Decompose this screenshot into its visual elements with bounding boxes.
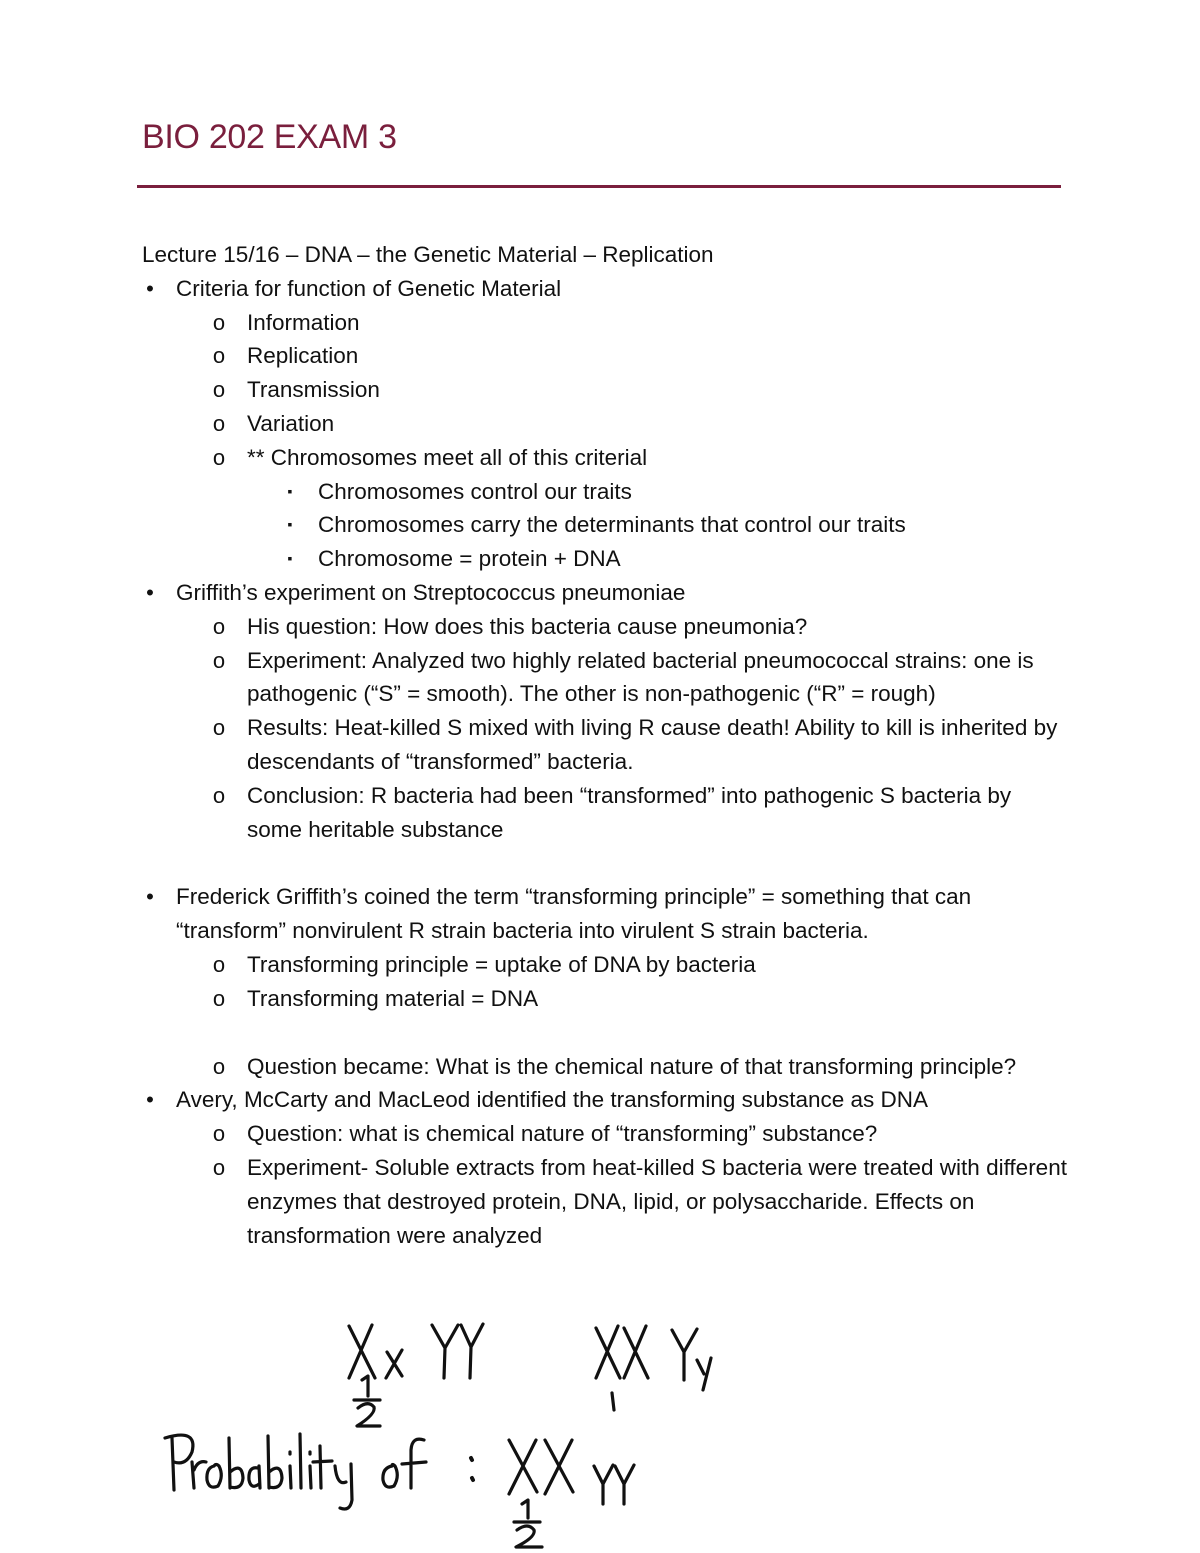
bullet-marker: •: [146, 579, 154, 605]
sub-item-text: Variation: [247, 410, 335, 436]
handwritten-genotype-3: [509, 1440, 634, 1504]
circle-marker: o: [212, 1053, 226, 1079]
bullet-text: Frederick Griffith’s coined the term “transforming principle” = something that can “transform” nonvirulent R strain bacteria into virulent S strain bacteria.: [176, 884, 972, 944]
circle-marker: o: [212, 1154, 226, 1180]
sub-item-text: Transforming material = DNA: [247, 985, 539, 1011]
circle-marker: o: [212, 782, 226, 808]
sub-sub-item-text: Chromosomes carry the determinants that control our traits: [318, 512, 906, 538]
handwritten-fraction-1: [354, 1376, 380, 1426]
square-marker: ▪: [287, 516, 293, 533]
square-marker: ▪: [287, 482, 293, 499]
handwritten-fraction-3: [514, 1500, 542, 1547]
bullet-text: Avery, McCarty and MacLeod identified the transforming substance as DNA: [176, 1087, 929, 1113]
sub-item-text: Transmission: [247, 377, 380, 403]
bullet-marker: •: [146, 275, 154, 301]
sub-item-text: Transforming principle = uptake of DNA by bacteria: [247, 951, 756, 977]
bullet-text: Griffith’s experiment on Streptococcus pneumoniae: [176, 579, 686, 605]
sub-item-text: Question: what is chemical nature of “transforming” substance?: [247, 1121, 878, 1147]
sub-sub-item-text: Chromosomes control our traits: [318, 478, 632, 504]
sub-item-text: His question: How does this bacteria cause pneumonia?: [247, 613, 808, 639]
bullet-text: Criteria for function of Genetic Material: [176, 275, 562, 301]
circle-marker: o: [212, 444, 226, 470]
circle-marker: o: [212, 613, 226, 639]
bullet-marker: •: [146, 884, 154, 910]
sub-item-text: ** Chromosomes meet all of this criterial: [247, 444, 648, 470]
handwritten-genotype-1: [349, 1324, 483, 1378]
circle-marker: o: [212, 951, 226, 977]
document-title: BIO 202 EXAM 3: [142, 118, 397, 156]
circle-marker: o: [212, 410, 226, 436]
sub-item-text: Experiment: Analyzed two highly related bacterial pneumococcal strains: one is pathogenic (“S” = smooth). The other is non-pathogenic (“R” = rough): [247, 647, 1034, 707]
circle-marker: o: [212, 309, 226, 335]
sub-item-text: Results: Heat-killed S mixed with living R cause death! Ability to kill is inherited by descendants of “transformed” bacteria.: [247, 715, 1058, 774]
sub-item-text: Information: [247, 309, 360, 335]
sub-item-text: Question became: What is the chemical nature of that transforming principle?: [247, 1053, 1017, 1079]
circle-marker: o: [212, 647, 226, 673]
sub-item-text: Conclusion: R bacteria had been “transformed” into pathogenic S bacteria by some heritable substance: [247, 782, 1012, 842]
sub-item-text: Replication: [247, 343, 359, 369]
square-marker: ▪: [287, 550, 293, 567]
circle-marker: o: [212, 1121, 226, 1147]
circle-marker: o: [212, 377, 226, 403]
sub-sub-item-text: Chromosome = protein + DNA: [318, 546, 621, 572]
handwritten-genotype-2: [596, 1326, 711, 1390]
sub-item-text: Experiment- Soluble extracts from heat-killed S bacteria were treated with different enzymes that destroyed protein, DNA, lipid, or polysaccharide. Effects on transformation were analyzed: [247, 1154, 1067, 1248]
lecture-heading: Lecture 15/16 – DNA – the Genetic Material – Replication: [142, 242, 714, 267]
circle-marker: o: [212, 343, 226, 369]
handwritten-fraction-2: [612, 1393, 614, 1410]
handwritten-probability-label: [165, 1434, 473, 1509]
bullet-marker: •: [146, 1087, 154, 1113]
circle-marker: o: [212, 985, 226, 1011]
circle-marker: o: [212, 715, 226, 741]
